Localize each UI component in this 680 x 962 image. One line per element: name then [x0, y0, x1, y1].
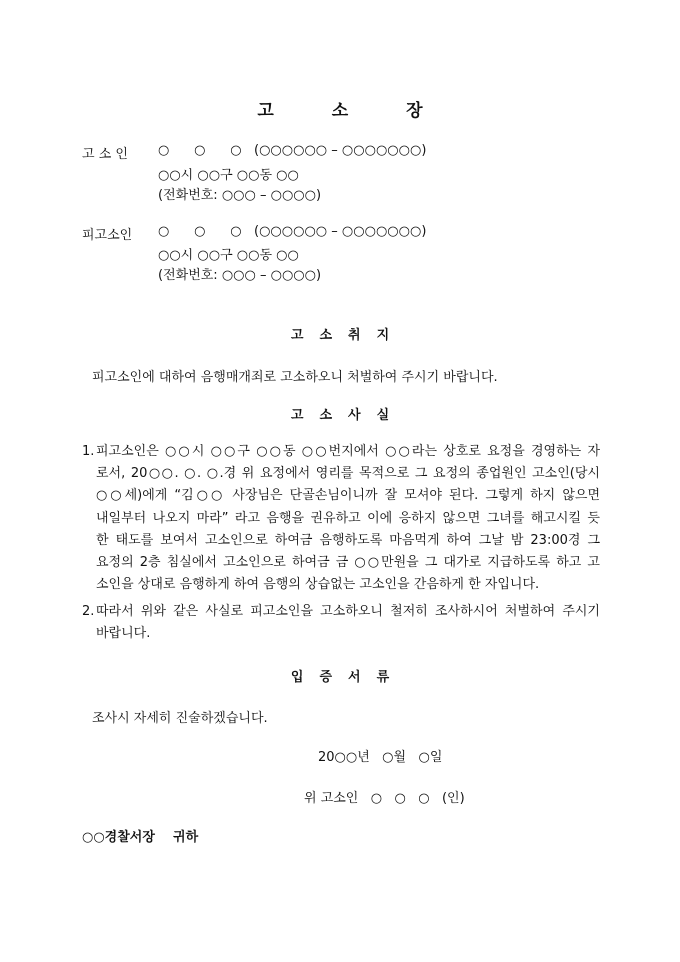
purpose-text: 피고소인에 대하여 음행매개죄로 고소하오니 처벌하여 주시기 바랍니다.: [92, 370, 498, 385]
defendant-phone: (전화번호: ○○○ – ○○○○): [158, 268, 322, 283]
fact-line: 로서, 20○○. ○. ○.경 위 요정에서 영리를 목적으로 그 요정의 종업원인 고소인(당시: [96, 466, 600, 482]
defendant-label: 피고소인: [82, 228, 133, 243]
facts-heading: [0, 404, 680, 423]
fact-line: 내일부터 나오지 마라” 라고 음행을 권유하고 이에 응하지 않으면 그녀를 해고시킬 듯: [96, 510, 600, 526]
complainant-address: ○○시 ○○구 ○○동 ○○: [158, 168, 299, 183]
title-char: 고: [257, 101, 274, 121]
title-char: 소: [331, 101, 349, 121]
heading-char: 증: [319, 670, 332, 685]
addressee: ○○경찰서장 귀하: [82, 830, 199, 845]
complainant-phone: (전화번호: ○○○ – ○○○○): [158, 188, 322, 203]
evidence-text: 조사시 자세히 진술하겠습니다.: [92, 711, 268, 726]
heading-char: 고: [290, 328, 304, 343]
document-date: 20○○년 ○월 ○일: [318, 750, 443, 765]
fact-line: 따라서 위와 같은 사실로 피고소인을 고소하오니 철저히 조사하시어 처벌하여 주시기: [96, 604, 600, 619]
item-number: 2.: [82, 604, 95, 619]
document-title: [0, 96, 680, 121]
defendant-address: ○○시 ○○구 ○○동 ○○: [158, 248, 299, 263]
heading-char: 고: [290, 408, 304, 423]
defendant-name: ○ ○ ○ (○○○○○○ – ○○○○○○○): [158, 224, 427, 239]
heading-char: 사: [348, 408, 361, 423]
fact-line: 요정의 2층 침실에서 고소인으로 하여금 금 ○○만원을 그 대가로 지급하도록 하고 고: [96, 555, 600, 571]
item-number: 1.: [82, 444, 95, 459]
fact-line: 바랍니다.: [96, 626, 151, 642]
fact-line: ○○세)에게 “김○○ 사장님은 단골손님이니까 잘 모셔야 된다. 그렇게 하지 않으면: [96, 488, 600, 504]
signature-line: 위 고소인 ○ ○ ○ (인): [304, 791, 465, 806]
heading-char: 서: [348, 670, 361, 685]
complainant-label: 고 소 인: [82, 147, 128, 162]
complainant-name: ○ ○ ○ (○○○○○○ – ○○○○○○○): [158, 143, 427, 158]
heading-char: 지: [376, 328, 390, 343]
title-char: 장: [406, 101, 423, 121]
purpose-heading: [0, 324, 680, 343]
heading-char: 실: [376, 408, 390, 423]
heading-char: 소: [319, 408, 332, 423]
fact-line: 피고소인은 ○○시 ○○구 ○○동 ○○번지에서 ○○라는 상호로 요정을 경영하는 자: [96, 444, 600, 459]
heading-char: 취: [348, 328, 361, 343]
fact-line: 한 태도를 보여서 고소인으로 하여금 음행하도록 마음먹게 하여 그날 밤 23:00경 그: [96, 532, 600, 548]
fact-line: 소인을 상대로 음행하게 하여 음행의 상습없는 고소인을 간음하게 한 자입니다.: [96, 577, 540, 593]
heading-char: 류: [376, 670, 390, 685]
heading-char: 소: [319, 328, 332, 343]
heading-char: 입: [290, 670, 304, 685]
evidence-heading: [0, 666, 680, 685]
